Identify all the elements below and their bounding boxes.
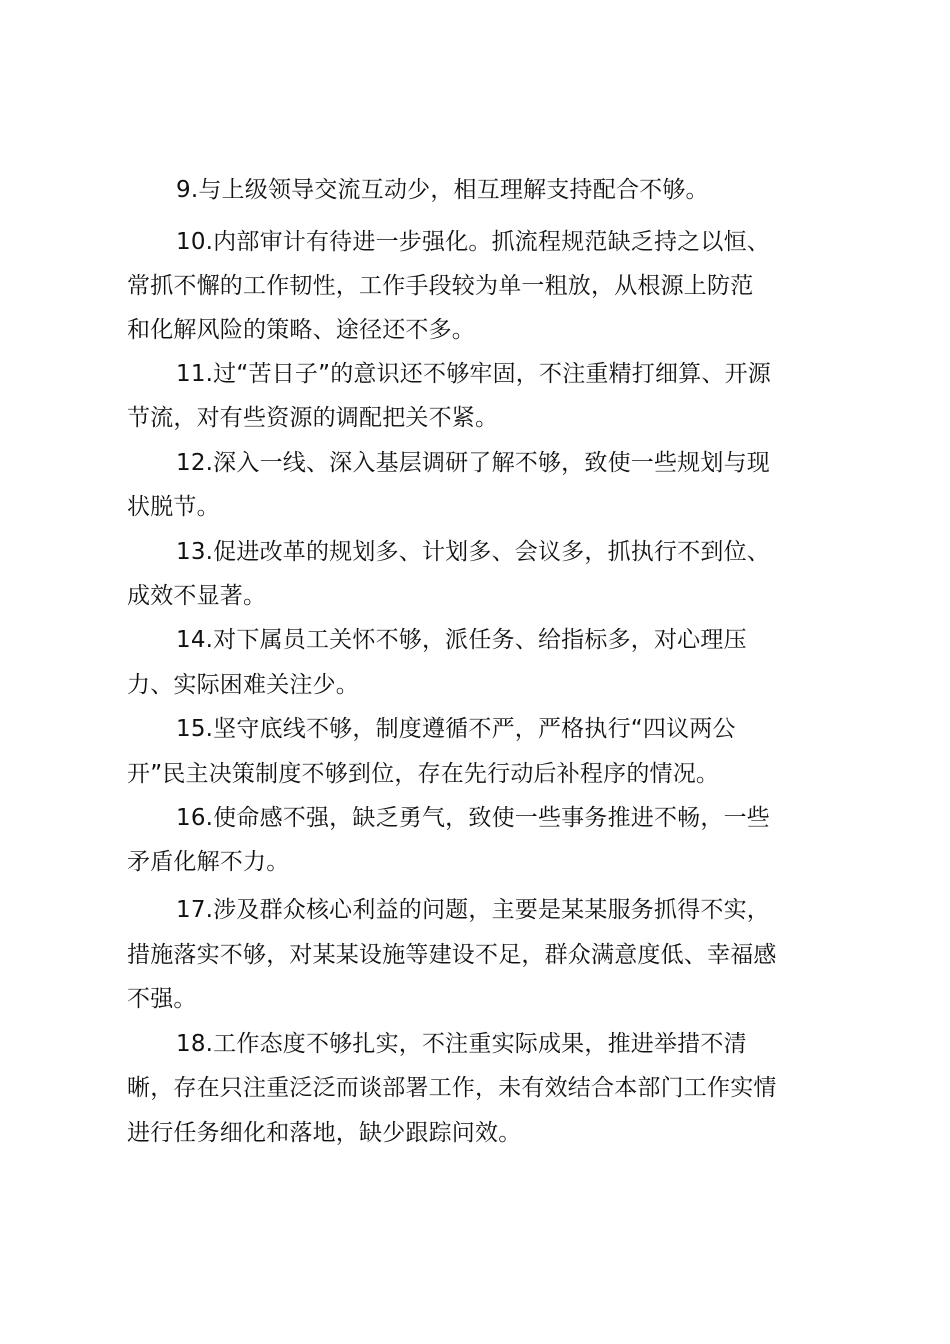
item-10-line-2: 常抓不懈的工作韧性，工作手段较为单一粗放，从根源上防范 <box>127 273 754 299</box>
item-10-line-1: 10.内部审计有待进一步强化。抓流程规范缺乏持之以恒、 <box>176 229 770 255</box>
item-10-line-3: 和化解风险的策略、途径还不多。 <box>127 317 475 343</box>
item-18-line-2: 晰，存在只注重泛泛而谈部署工作，未有效结合本部门工作实情 <box>127 1075 777 1101</box>
item-15-line-1: 15.坚守底线不够，制度遵循不严，严格执行“四议两公 <box>176 716 736 742</box>
item-13-line-1: 13.促进改革的规划多、计划多、会议多，抓执行不到位、 <box>176 539 770 565</box>
item-18-line-3: 进行任务细化和落地，缺少跟踪问效。 <box>127 1120 522 1146</box>
item-16-line-2: 矛盾化解不力。 <box>127 849 290 875</box>
item-14-line-1: 14.对下属员工关怀不够，派任务、给指标多，对心理压 <box>176 627 747 653</box>
item-12-line-2: 状脱节。 <box>127 494 220 520</box>
item-9-line-1: 9.与上级领导交流互动少，相互理解支持配合不够。 <box>176 177 709 203</box>
item-14-line-2: 力、实际困难关注少。 <box>127 672 359 698</box>
item-17-line-3: 不强。 <box>127 986 197 1012</box>
item-15-line-2: 开”民主决策制度不够到位，存在先行动后补程序的情况。 <box>127 761 720 787</box>
item-12-line-1: 12.深入一线、深入基层调研了解不够，致使一些规划与现 <box>176 450 770 476</box>
item-18-line-1: 18.工作态度不够扎实，不注重实际成果，推进举措不清 <box>176 1031 747 1057</box>
item-11-line-2: 节流，对有些资源的调配把关不紧。 <box>127 405 499 431</box>
item-17-line-1: 17.涉及群众核心利益的问题，主要是某某服务抓得不实， <box>176 897 770 923</box>
item-16-line-1: 16.使命感不强，缺乏勇气，致使一些事务推进不畅，一些 <box>176 805 770 831</box>
item-13-line-2: 成效不显著。 <box>127 583 267 609</box>
item-17-line-2: 措施落实不够，对某某设施等建设不足，群众满意度低、幸福感 <box>127 942 777 968</box>
item-11-line-1: 11.过“苦日子”的意识还不够牢固，不注重精打细算、开源 <box>176 361 772 387</box>
